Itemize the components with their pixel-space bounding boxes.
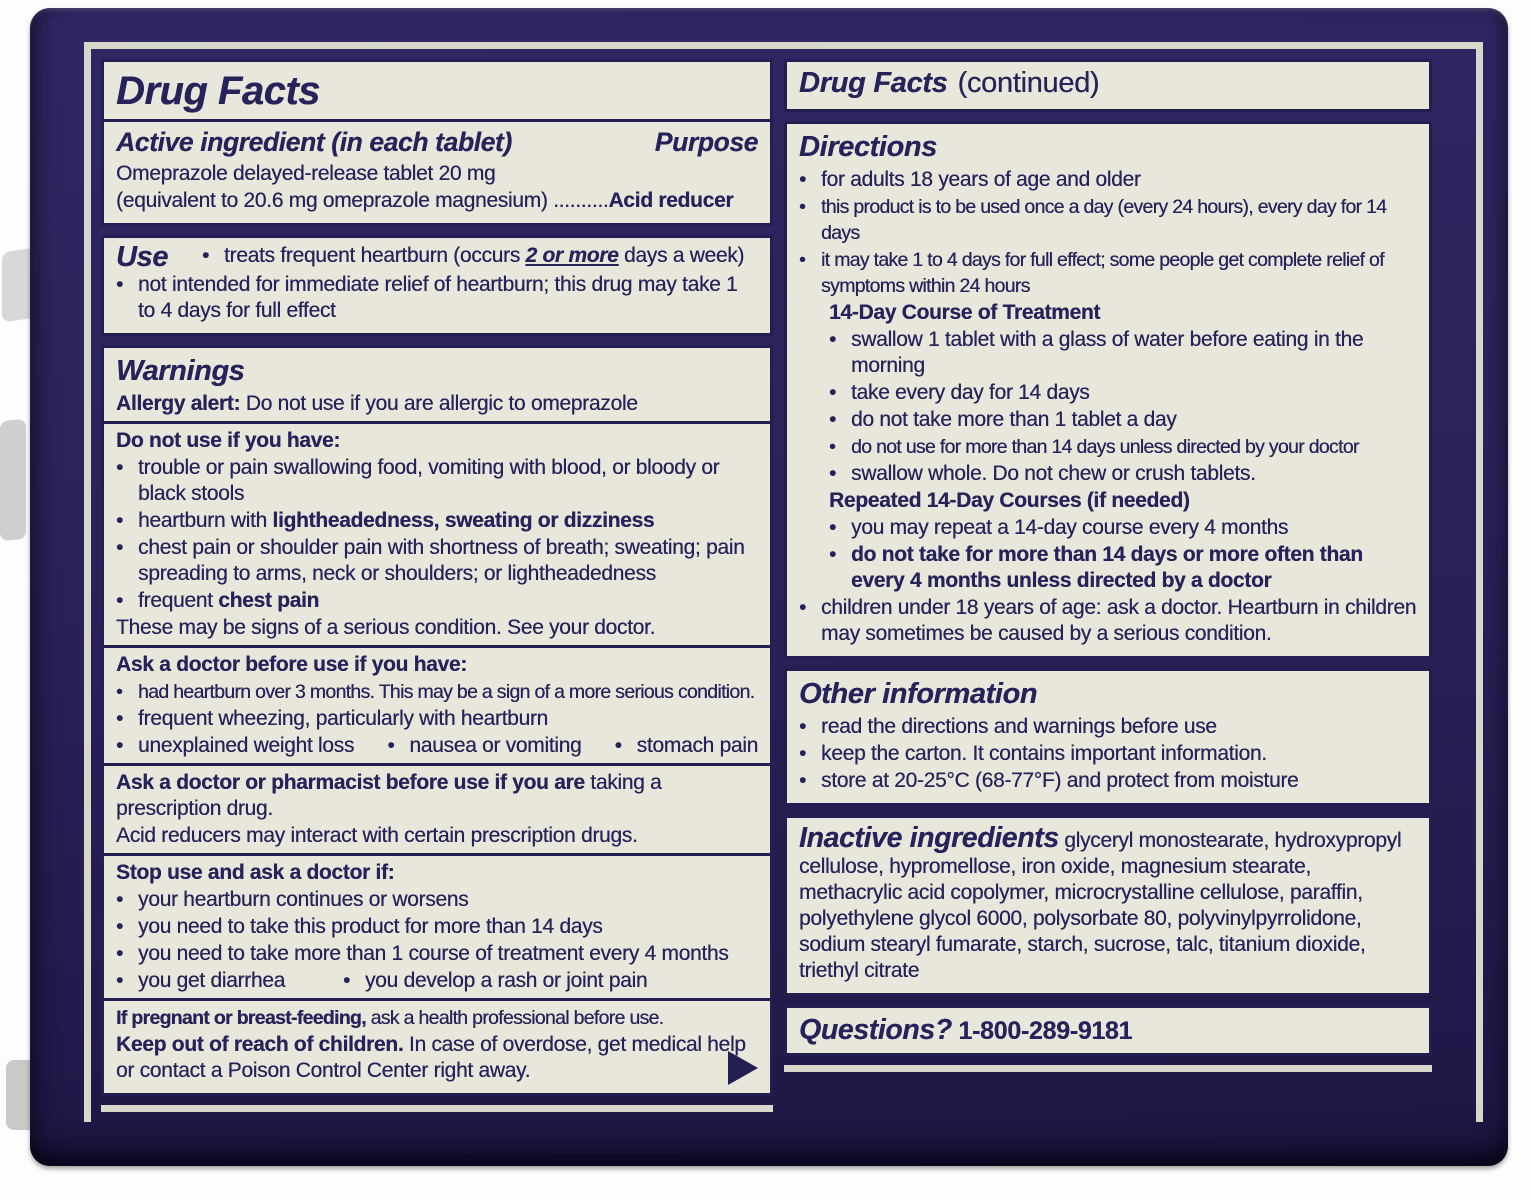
text-run: In case of overdose, get medical help or contact a Poison Control Center right away.	[116, 1033, 746, 1082]
bullet-icon: •	[116, 888, 124, 911]
bullet-icon: •	[829, 462, 837, 485]
bullet-line	[116, 914, 758, 940]
bullet-row	[116, 968, 758, 994]
text-run: Inactive ingredients	[799, 822, 1059, 854]
text-run: had heartburn over 3 months. This may be a sign of a more serious condition.	[138, 681, 755, 703]
text-run: Do not use if you have:	[116, 429, 341, 452]
directions-panel	[784, 121, 1432, 659]
bullet-line	[799, 247, 1417, 299]
text-line	[116, 391, 758, 417]
text-run: glyceryl monostearate, hydroxypropyl cellulose, hypromellose, iron oxide, magnesium stearate, methacrylic acid copolymer, microcrystalline cellulose, paraffin, polyethylene glycol 6000, polysorbate 80, polyvinylpyrrolidone, sodium stearyl fumarate, starch, sucrose, talc, titanium dioxide, triethyl citrate	[799, 829, 1402, 982]
bullet-line	[116, 588, 758, 614]
bullet-icon: •	[799, 715, 807, 738]
text-line	[116, 1005, 758, 1031]
text-run: Ask a doctor before use if you have:	[116, 653, 467, 676]
bullet-icon: •	[116, 536, 124, 559]
bullet-icon: •	[116, 456, 124, 479]
bullet-line	[116, 679, 758, 705]
bullet-item-label: you get diarrhea	[138, 969, 285, 992]
active-ingredient-body	[116, 161, 758, 214]
text-run: take every day for 14 days	[851, 381, 1090, 404]
bullet-line	[829, 434, 1417, 460]
text-run: ask a health professional before use.	[365, 1007, 664, 1029]
bullet-line	[799, 741, 1417, 767]
text-line	[116, 770, 758, 822]
bullet-icon: •	[799, 196, 806, 218]
bullet-icon: •	[829, 328, 837, 351]
section-divider	[104, 421, 770, 424]
text-line	[116, 823, 758, 849]
bullet-icon: •	[116, 509, 124, 532]
continued-arrow-icon	[728, 1051, 758, 1085]
active-ingredient-heading-row	[116, 126, 758, 159]
text-line	[799, 823, 1417, 984]
text-line	[116, 188, 758, 214]
bullet-icon: •	[116, 589, 124, 612]
bullet-item-label: you develop a rash or joint pain	[364, 969, 648, 992]
text-run: lightheadedness, sweating or dizziness	[272, 509, 655, 532]
text-run: you need to take this product for more than 14 days	[138, 915, 603, 938]
bullet-line	[116, 508, 758, 534]
bullet-line	[799, 194, 1417, 246]
bullet-item	[116, 968, 285, 994]
bullet-icon: •	[829, 408, 837, 431]
title-divider	[104, 119, 770, 122]
text-run: Stop use and ask a doctor if:	[116, 861, 395, 884]
subheading	[116, 860, 758, 886]
bullet-line	[116, 941, 758, 967]
other-information-title: Other information	[799, 678, 1038, 710]
bullet-line	[829, 515, 1417, 541]
bullet-icon: •	[116, 942, 124, 965]
text-run: Acid reducer	[608, 189, 734, 212]
section-divider	[104, 998, 770, 1001]
active-ingredient-heading: Active ingredient (in each tablet)	[116, 127, 512, 157]
bullet-icon: •	[116, 734, 124, 757]
bullet-icon: •	[387, 734, 395, 757]
bullet-line	[799, 768, 1417, 794]
bullet-icon: •	[799, 249, 806, 271]
bullet-icon: •	[342, 969, 351, 992]
use-body	[116, 243, 758, 324]
use-heading: Use	[116, 241, 168, 273]
left-column	[101, 59, 773, 1112]
text-run: you need to take more than 1 course of treatment every 4 months	[138, 942, 729, 965]
bullet-line	[799, 167, 1417, 193]
bullet-item	[116, 733, 354, 759]
text-run: do not take more than 1 tablet a day	[851, 408, 1177, 431]
questions-body	[799, 1015, 1417, 1046]
bullet-line	[799, 714, 1417, 740]
subheading	[829, 488, 1417, 514]
text-line	[116, 615, 758, 641]
text-run: chest pain	[218, 589, 320, 612]
bullet-icon: •	[116, 707, 124, 730]
text-run: not intended for immediate relief of heartburn; this drug may take 1 to 4 days for full effect	[138, 273, 738, 322]
bullet-icon: •	[116, 273, 124, 296]
text-run: Keep out of reach of children.	[116, 1033, 404, 1056]
warnings-panel	[101, 345, 773, 1096]
package-back-panel	[30, 8, 1508, 1166]
other-information-body	[799, 714, 1417, 794]
bullet-line	[829, 327, 1417, 379]
section-divider	[104, 645, 770, 648]
bullet-line	[829, 542, 1417, 594]
text-run: children under 18 years of age: ask a doctor. Heartburn in children may sometimes be caused by a serious condition.	[821, 596, 1417, 645]
subheading	[829, 300, 1417, 326]
bullet-line	[829, 407, 1417, 433]
purpose-heading: Purpose	[654, 127, 758, 157]
bullet-icon: •	[829, 543, 837, 566]
text-run: Allergy alert:	[116, 392, 241, 415]
drug-facts-title: Drug Facts	[116, 69, 320, 113]
bullet-line	[116, 272, 758, 324]
bullet-line	[116, 455, 758, 507]
text-run: Questions?	[799, 1014, 952, 1046]
text-run: for adults 18 years of age and older	[821, 168, 1141, 191]
directions-body	[799, 167, 1417, 647]
text-run: it may take 1 to 4 days for full effect; some people get complete relief of symptoms within 24 hours	[821, 249, 1384, 297]
text-run: treats frequent heartburn (occurs	[224, 244, 526, 267]
bullet-item	[387, 733, 581, 759]
text-run: (equivalent to 20.6 mg omeprazole magnesium)	[116, 189, 554, 212]
text-line	[116, 161, 758, 187]
text-run: days a week)	[618, 244, 745, 267]
text-run: swallow whole. Do not chew or crush tablets.	[851, 462, 1256, 485]
warnings-body	[116, 391, 758, 1084]
bullet-line	[116, 887, 758, 913]
text-run: Acid reducers may interact with certain prescription drugs.	[116, 824, 638, 847]
text-run: These may be signs of a serious condition. See your doctor.	[116, 616, 656, 639]
subheading	[116, 652, 758, 678]
text-run: 1-800-289-9181	[951, 1017, 1133, 1045]
warnings-title: Warnings	[116, 355, 245, 387]
text-run: chest pain or shoulder pain with shortness of breath; sweating; pain spreading to arms, neck or shoulders; or lightheadedness	[138, 536, 745, 585]
bullet-line	[799, 595, 1417, 647]
other-information-panel	[784, 668, 1432, 806]
bullet-item-label: nausea or vomiting	[409, 734, 582, 757]
text-run: you may repeat a 14-day course every 4 months	[851, 516, 1289, 539]
text-line	[116, 1032, 758, 1084]
text-run: this product is to be used once a day (every 24 hours), every day for 14 days	[821, 196, 1387, 244]
inactive-ingredients-body	[799, 823, 1417, 984]
text-run: 2 or more	[525, 244, 619, 267]
text-run: Repeated 14-Day Courses (if needed)	[829, 489, 1190, 512]
drug-facts-continued-title	[799, 66, 1417, 101]
text-run: store at 20-25°C (68-77°F) and protect from moisture	[821, 769, 1299, 792]
use-lead-line	[116, 243, 758, 271]
text-run: frequent	[138, 589, 219, 612]
text-run: ..........	[553, 189, 609, 212]
drug-facts-frame	[84, 42, 1483, 1122]
subheading	[116, 428, 758, 454]
use-panel	[101, 235, 773, 336]
bullet-line	[116, 706, 758, 732]
text-run: Omeprazole delayed-release tablet 20 mg	[116, 162, 496, 185]
bullet-icon: •	[202, 244, 210, 267]
bullet-line	[116, 535, 758, 587]
text-run: taking a prescription drug.	[116, 771, 662, 820]
text-run: do not use for more than 14 days unless directed by your doctor	[851, 436, 1359, 458]
text-run: Ask a doctor or pharmacist before use if you are	[116, 771, 585, 794]
bullet-item-label: unexplained weight loss	[138, 734, 355, 757]
bullet-icon: •	[829, 436, 836, 458]
bullet-line	[202, 243, 744, 269]
right-column	[784, 59, 1432, 1072]
text-run: Do not use if you are allergic to omeprazole	[240, 392, 638, 415]
bullet-item-label: stomach pain	[636, 734, 758, 757]
questions-panel	[784, 1005, 1432, 1056]
section-divider	[104, 853, 770, 856]
text-run: read the directions and warnings before use	[821, 715, 1217, 738]
bullet-line	[829, 380, 1417, 406]
continued-label: (continued)	[957, 67, 1100, 99]
bullet-icon: •	[799, 769, 807, 792]
directions-title: Directions	[799, 131, 937, 163]
text-run: swallow 1 tablet with a glass of water before eating in the morning	[851, 328, 1364, 377]
continued-header-panel	[784, 59, 1432, 112]
text-line	[799, 1015, 1417, 1046]
bullet-icon: •	[829, 381, 837, 404]
text-run: heartburn with	[138, 509, 273, 532]
drug-facts-continued-main: Drug Facts	[799, 67, 948, 99]
frame-bottom-right	[784, 1065, 1432, 1072]
text-run: 14-Day Course of Treatment	[829, 301, 1101, 324]
bullet-icon: •	[116, 915, 124, 938]
drug-facts-panel	[101, 59, 773, 226]
bullet-item	[343, 968, 647, 994]
text-run: trouble or pain swallowing food, vomiting with blood, or bloody or black stools	[138, 456, 720, 505]
text-run: keep the carton. It contains important information.	[821, 742, 1267, 765]
bullet-icon: •	[116, 969, 124, 992]
bullet-icon: •	[829, 516, 837, 539]
inactive-ingredients-panel	[784, 815, 1432, 996]
bullet-icon: •	[614, 734, 622, 757]
bullet-line	[829, 461, 1417, 487]
bullet-icon: •	[116, 681, 123, 703]
bullet-icon: •	[799, 168, 807, 191]
bullet-row	[116, 733, 758, 759]
text-run: If pregnant or breast-feeding,	[116, 1007, 366, 1029]
bullet-icon: •	[799, 742, 807, 765]
bullet-icon: •	[799, 596, 807, 619]
package-edge-artifact	[0, 419, 26, 541]
text-run: your heartburn continues or worsens	[138, 888, 469, 911]
text-run: do not take for more than 14 days or more often than every 4 months unless directed by a doctor	[851, 543, 1363, 592]
section-divider	[104, 763, 770, 766]
frame-bottom-left	[101, 1105, 773, 1112]
bullet-item	[615, 733, 758, 759]
text-run: frequent wheezing, particularly with heartburn	[138, 707, 548, 730]
